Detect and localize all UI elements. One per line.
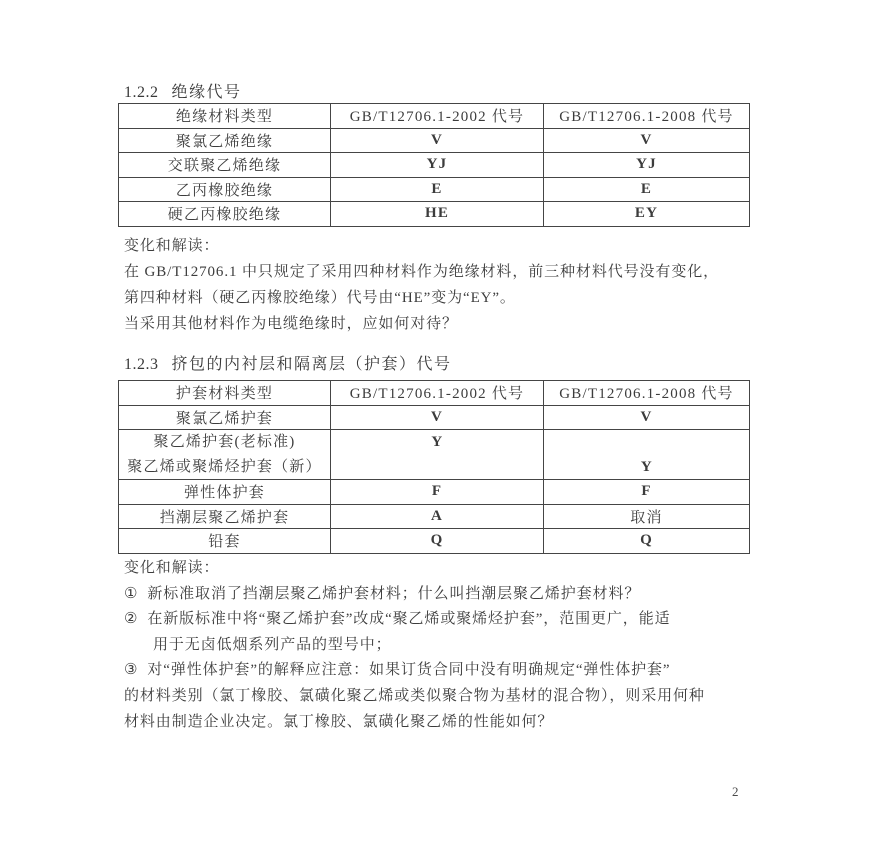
page-number: 2 [732,784,739,799]
note-item-line: 用于无卤低烟系列产品的型号中； [153,636,392,653]
note-text: 新标准取消了挡潮层聚乙烯护套材料；什么叫挡潮层聚乙烯护套材料？ [147,585,641,602]
table-row [119,128,750,153]
header-material-type: 绝缘材料类型 [119,104,331,129]
code-2008-cell: Y [544,430,750,480]
note-text: 对“弹性体护套”的解释应注意：如果订货合同中没有明确规定“弹性体护套” [147,662,671,679]
note-item-line [124,607,764,633]
note-text: 在新版标准中将“聚乙烯护套”改成“聚乙烯或聚烯烃护套”，范围更广，能适 [147,611,671,628]
table-header-row [119,381,750,406]
section-heading-1-2-3 [124,351,452,374]
table-row [119,177,750,202]
code-2002-cell: E [331,177,544,202]
note-line: 第四种材料（硬乙丙橡胶绝缘）代号由“HE”变为“EY”。 [124,290,516,306]
material-cell: 乙丙橡胶绝缘 [119,177,331,202]
code-2002-cell: V [331,405,544,430]
code-2002-cell: A [331,504,544,529]
material-cell: 聚氯乙烯护套 [119,405,331,430]
page-content [118,0,750,842]
code-2002-cell: YJ [331,153,544,178]
table-row [119,504,750,529]
header-code-2002: GB/T12706.1-2002 代号 [331,104,544,129]
code-2002-cell: V [331,128,544,153]
note-item-line: 的材料类别（氯丁橡胶、氯磺化聚乙烯或类似聚合物为基材的混合物），则采用何种 [124,687,705,704]
notes-label: 变化和解读： [124,560,220,576]
table-row [119,529,750,554]
item-marker: ② [124,611,139,628]
code-2008-cell: YJ [544,153,750,178]
code-2002-cell: HE [331,202,544,227]
material-line-old: 聚乙烯护套(老标准) [153,434,296,450]
insulation-notes [124,233,764,337]
header-code-2008: GB/T12706.1-2008 代号 [544,104,750,129]
material-cell: 铅套 [119,529,331,554]
code-2002-cell: Q [331,529,544,554]
insulation-code-table [118,103,750,227]
header-material-type: 护套材料类型 [119,381,331,406]
table-row [119,153,750,178]
section-number: 1.2.2 [124,84,159,101]
material-cell: 挡潮层聚乙烯护套 [119,504,331,529]
material-cell: 弹性体护套 [119,480,331,505]
section-title: 挤包的内衬层和隔离层（护套）代号 [171,356,452,373]
code-2008-cell: E [544,177,750,202]
table-row [119,202,750,227]
code-2008-cell: V [544,405,750,430]
table-header-row [119,104,750,129]
code-2002-cell: Y [331,430,544,480]
note-item-line: 材料由制造企业决定。氯丁橡胶、氯磺化聚乙烯的性能如何？ [124,713,554,730]
material-cell: 硬乙丙橡胶绝缘 [119,202,331,227]
code-2008-cell: EY [544,202,750,227]
sheath-code-table [118,380,750,554]
table-row [119,480,750,505]
header-code-2002: GB/T12706.1-2002 代号 [331,381,544,406]
note-item-line [124,658,764,684]
table-row-double [119,430,750,480]
notes-label: 变化和解读： [124,238,220,254]
material-cell: 交联聚乙烯绝缘 [119,153,331,178]
note-line: 当采用其他材料作为电缆绝缘时，应如何对待？ [124,316,458,332]
code-2002-cell: F [331,480,544,505]
section-number: 1.2.3 [124,356,159,373]
table-row [119,405,750,430]
code-2008-cell: F [544,480,750,505]
code-2008-cell: Q [544,529,750,554]
note-item-line [124,582,764,608]
item-marker: ① [124,585,139,602]
material-cell [119,430,331,480]
section-title: 绝缘代号 [171,84,242,101]
section-heading-1-2-2 [124,79,242,102]
material-line-new: 聚乙烯或聚烯烃护套（新） [127,458,322,475]
material-cell: 聚氯乙烯绝缘 [119,128,331,153]
code-2008-cell: 取消 [544,504,750,529]
sheath-notes [124,556,764,735]
note-line: 在 GB/T12706.1 中只规定了采用四种材料作为绝缘材料，前三种材料代号没有变化， [124,264,720,280]
item-marker: ③ [124,662,139,679]
header-code-2008: GB/T12706.1-2008 代号 [544,381,750,406]
code-2008-cell: V [544,128,750,153]
